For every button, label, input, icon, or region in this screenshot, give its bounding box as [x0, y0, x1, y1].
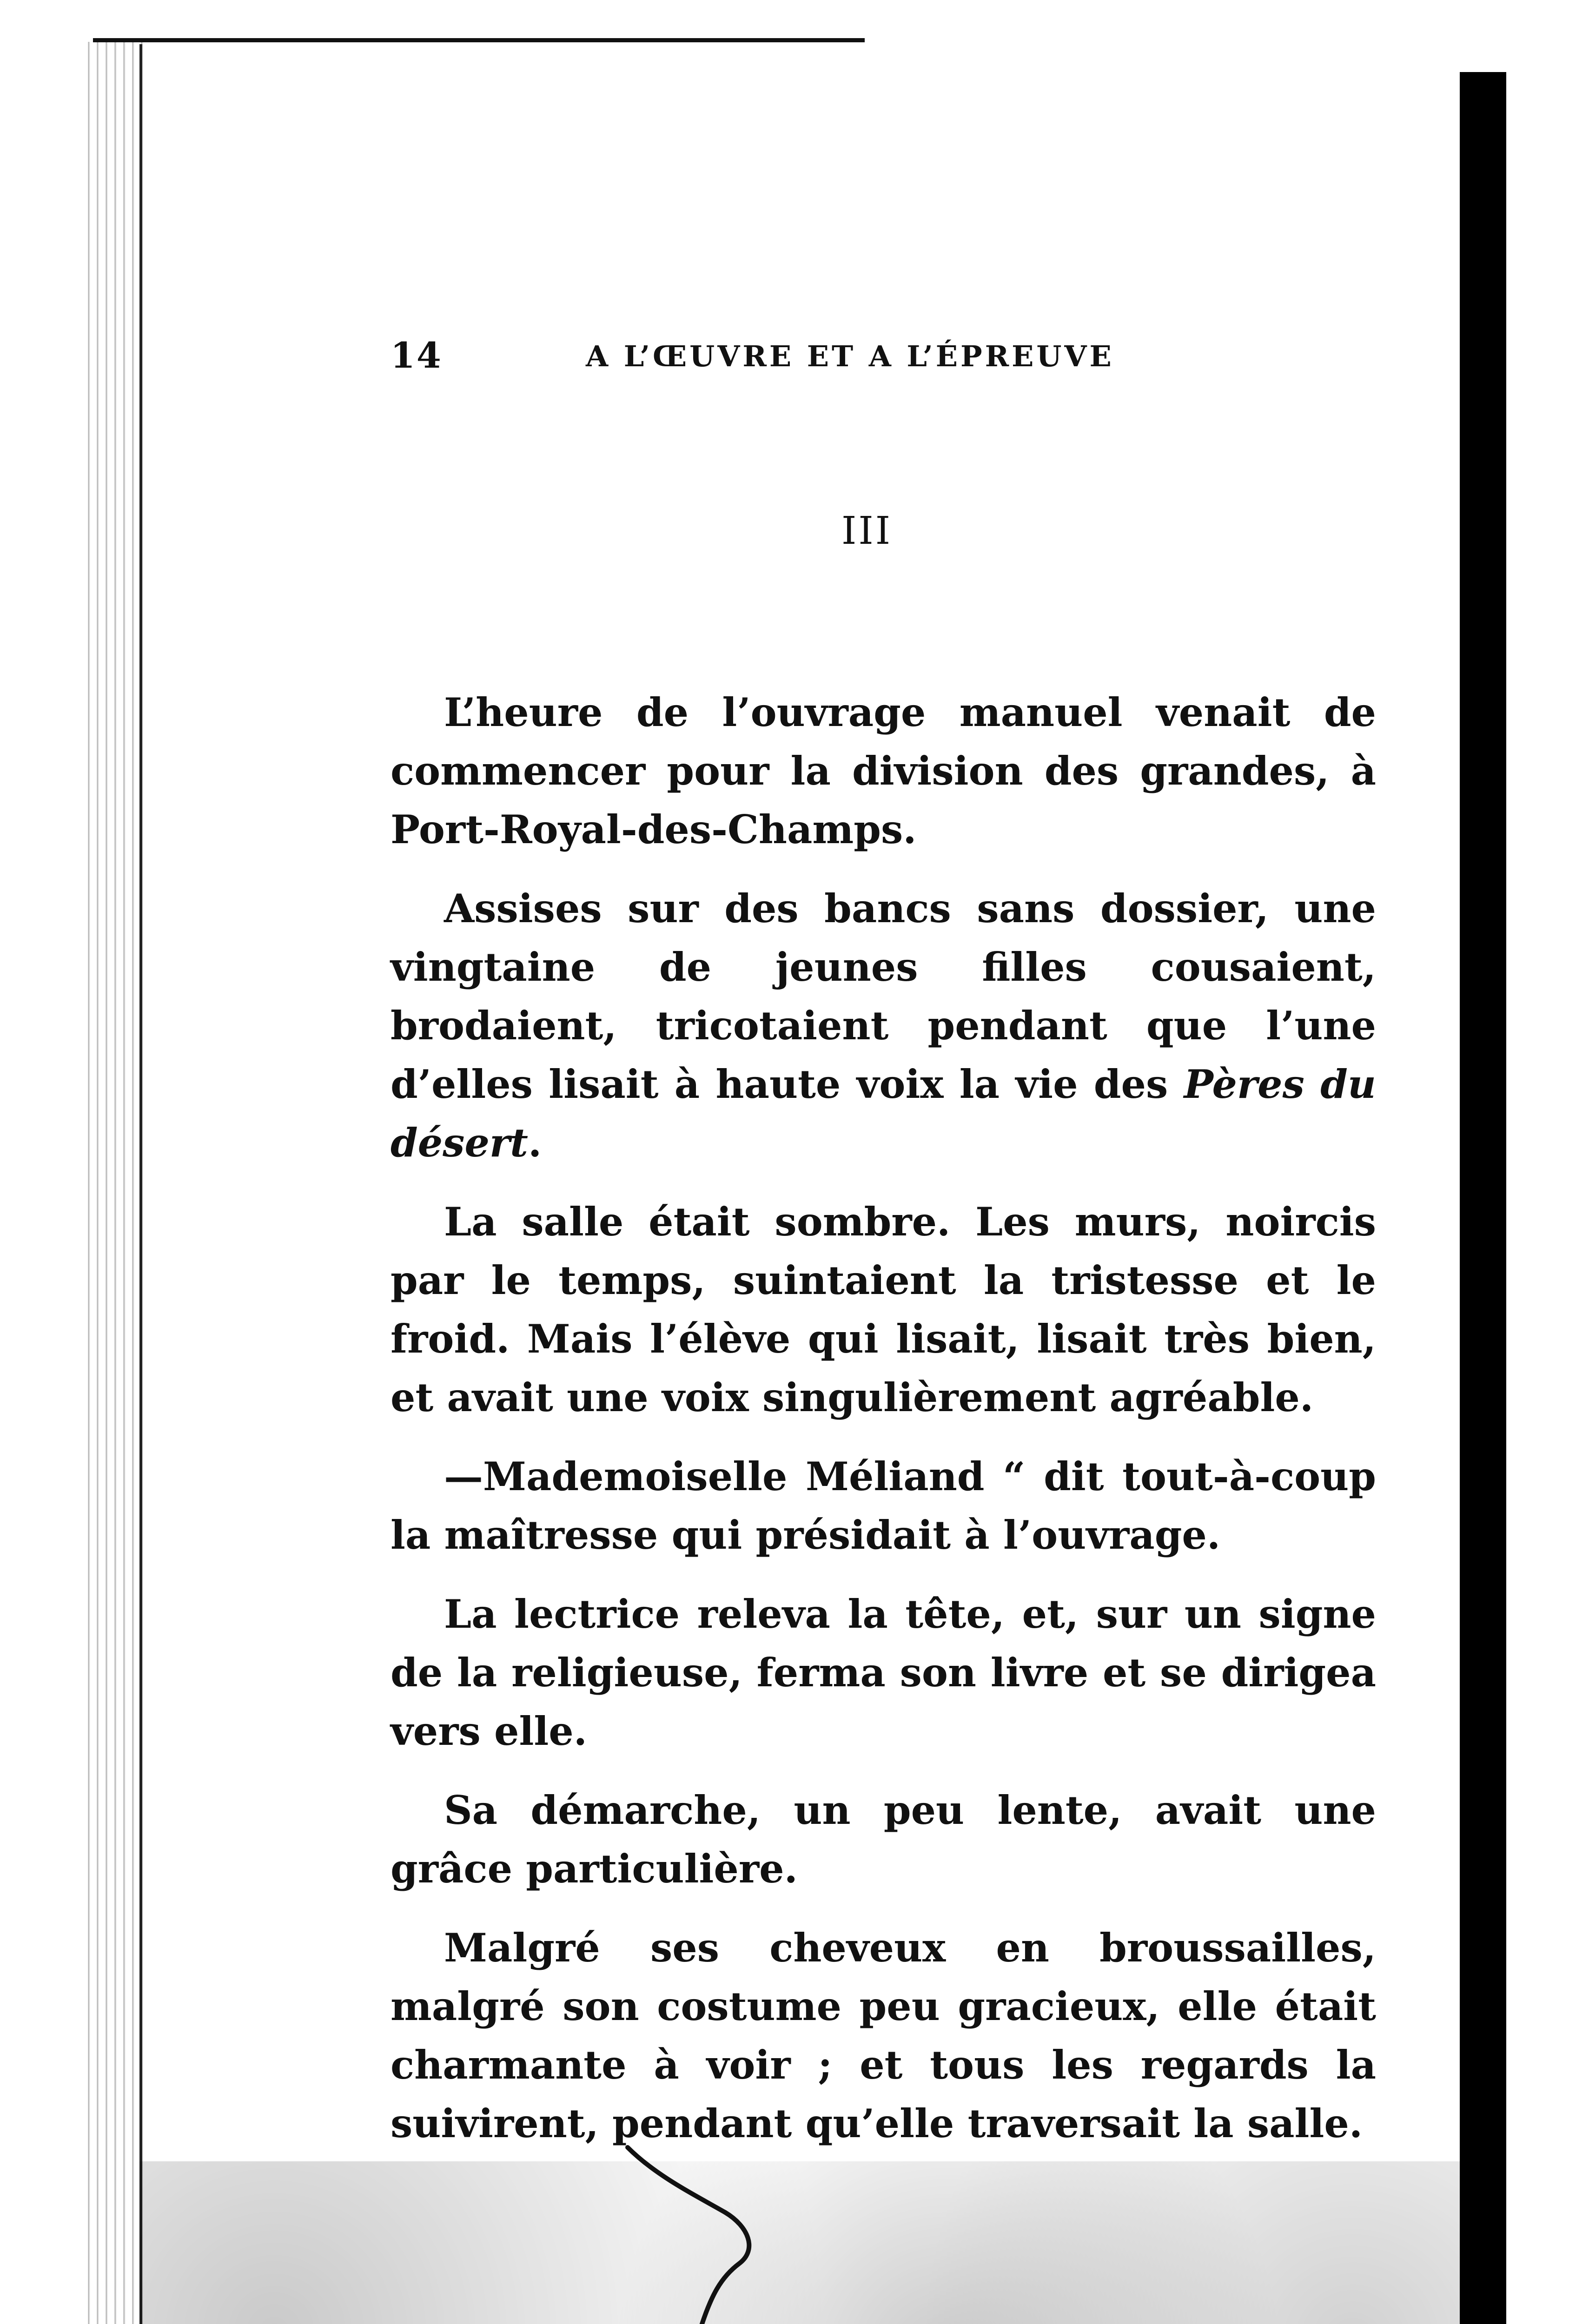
- chapter-number: III: [841, 509, 893, 553]
- scan-right-edge: [1460, 72, 1506, 2324]
- body-text: [391, 683, 1376, 2173]
- page-number: 14: [391, 335, 443, 376]
- paragraph: L’heure de l’ouvrage manuel venait de commencer pour la division des grandes, à Port-Royal-des-Champs.: [391, 689, 1376, 852]
- paragraph-text: .: [528, 1120, 542, 1166]
- scan-bottom-noise: [139, 2161, 1488, 2324]
- paragraph-text: Assises sur des bancs sans dossier, une vingtaine de jeunes filles cousaient, brodaient, tricotaient pendant que l’une d’elles lisait à haute voix la vie des: [391, 885, 1376, 1107]
- paragraph: —Mademoiselle Méliand “ dit tout-à-coup la maîtresse qui présidait à l’ouvrage.: [391, 1453, 1376, 1558]
- paragraph: La salle était sombre. Les murs, noircis par le temps, suintaient la tristesse et le froid. Mais l’élève qui lisait, lisait très bien, et avait une voix singulièrement agréable.: [391, 1199, 1376, 1420]
- book-reference: Pères du désert: [391, 1061, 1376, 1166]
- book-title: A L’ŒUVRE ET A L’ÉPREUVE: [586, 339, 1114, 373]
- paragraph: Sa démarche, un peu lente, avait une grâce particulière.: [391, 1787, 1376, 1892]
- scan-top-edge: [93, 38, 865, 42]
- paragraph: Malgré ses cheveux en broussailles, malgré son costume peu gracieux, elle était charmante à voir ; et tous les regards la suivirent, pendant qu’elle traversait la salle.: [391, 1925, 1376, 2146]
- paragraph: [391, 879, 1376, 1172]
- paragraph: La lectrice releva la tête, et, sur un signe de la religieuse, ferma son livre et se dirigea vers elle.: [391, 1591, 1376, 1754]
- running-head: [391, 335, 1181, 390]
- scan-left-rule: [139, 44, 142, 2324]
- scan-left-edge: [81, 42, 146, 2324]
